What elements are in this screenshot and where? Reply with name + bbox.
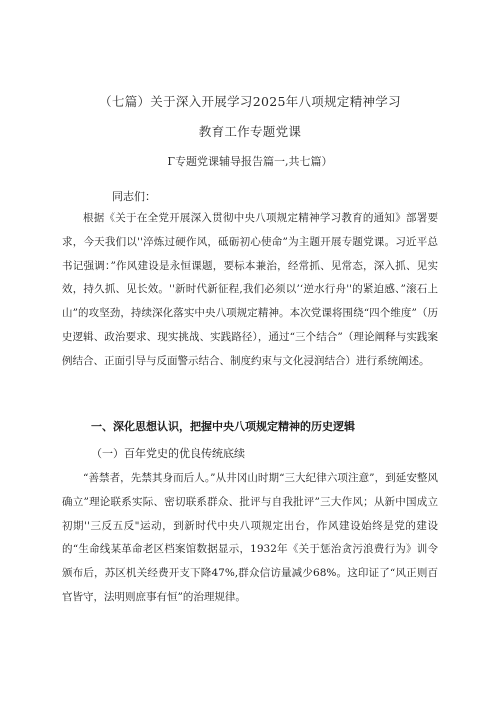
document-title-line2: 教育工作专题党课: [198, 124, 302, 139]
document-title-line1: （七篇）关于深入开展学习2025年八项规定精神学习: [99, 94, 401, 109]
subsection-heading-1: （一）百年党史的优良传统底续: [91, 447, 245, 460]
section-heading-1: 一、深化思想认识，把握中央八项规定精神的历史逻辑: [91, 420, 355, 433]
body-paragraph-intro: 根据《关于在全党开展深入贯彻中央八项规定精神学习教育的通知》部署要求，今天我们以''淬炼过硬作风，砥砺初心使命”为主题开展专题党课。习近平总书记强调：”作风建设是永恒课题，要标本兼治，经常抓、见常态，深入抓、见实效，持久抓、见长效。''新时代新征程,我们必须以’‘逆水行舟''的紧迫感、”滚石上山”的攻坚劲，持续深化落实中央八项规定精神。本次党课将围绕“四个维度”（历史逻辑、政治要求、现实挑战、实践路径），通过“三个结合”（理论阐释与实践案例结合、正面引导与反面警示结合、制度约束与文化浸润结合）进行系统阐述。: [62, 212, 438, 367]
document-subtitle: Γ专题党课辅导报告篇一,共七篇）: [167, 155, 333, 168]
greeting: 同志们：: [112, 190, 156, 203]
body-paragraph-history: “善禁者，先禁其身而后人。”从井冈山时期“三大纪律六项注意”，到延安整风确立”理论联系实际、密切联系群众、批评与自我批评”三大作风；从新中国成立初期''三反五反"运动，到新时代中央八项规定出台，作风建设始终是党的建设的“生命线某革命老区档案馆数据显示，1932年《关于惩治贪污浪费行为》训令颁布后，苏区机关经费开支下降47%,群众信访量减少68%。这印证了“风正则百官皆守，法明则庶事有恒”的治理规律。: [62, 472, 438, 603]
